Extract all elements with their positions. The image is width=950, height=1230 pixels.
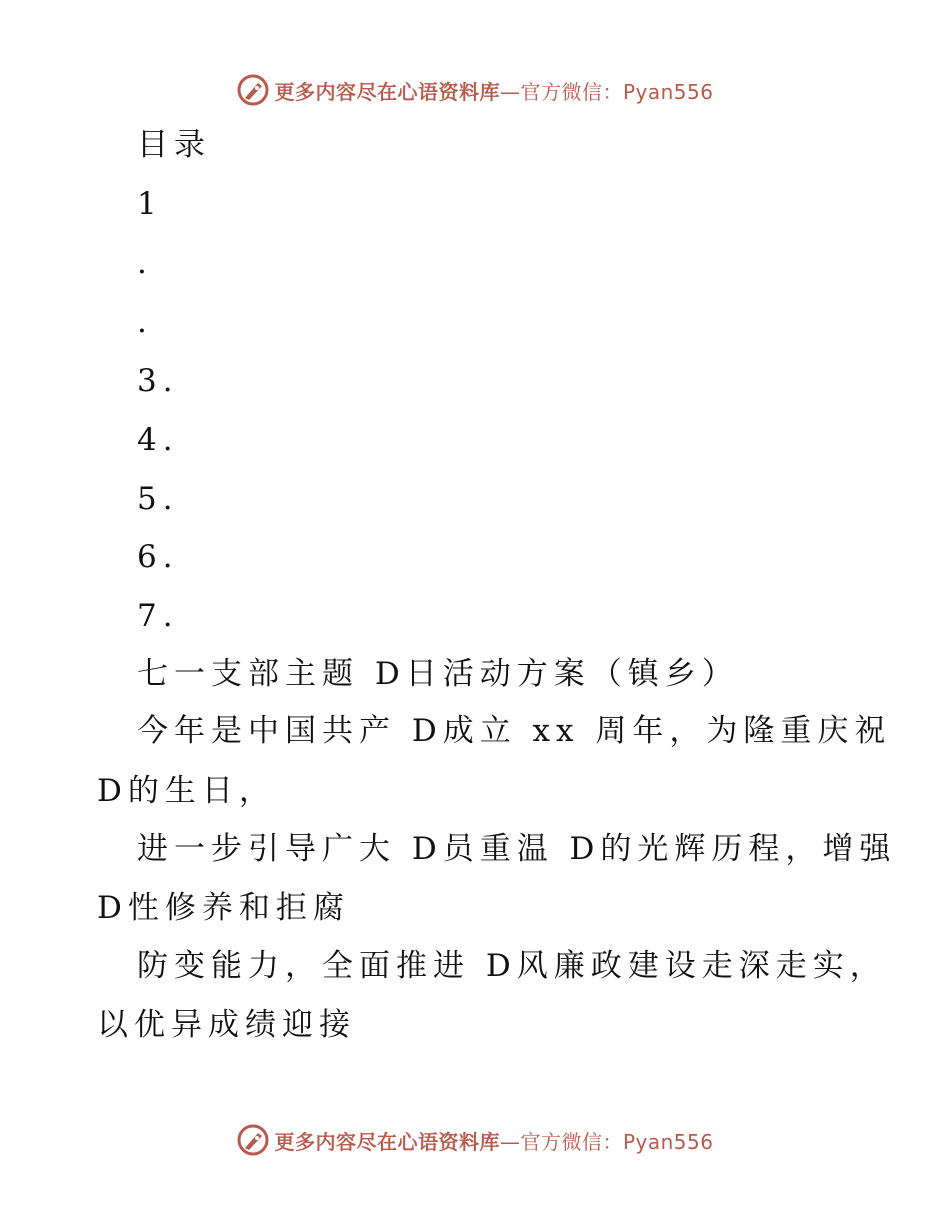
paragraph-line: 今年是中国共产 D成立 xx 周年，为隆重庆祝 (137, 713, 892, 749)
watermark-header (0, 70, 950, 110)
paragraph-line: 防变能力，全面推进 D风廉政建设走深走实， (137, 948, 887, 984)
toc-item: 7. (137, 598, 179, 634)
paragraph-line: D性修养和拒腐 (97, 890, 350, 926)
section-heading: 七一支部主题 D日活动方案（镇乡） (137, 656, 739, 692)
watermark-footer (0, 1120, 950, 1160)
watermark-text: 更多内容尽在心语资料库—官方微信：Pyan556 (274, 1129, 714, 1154)
toc-item: . (137, 245, 153, 281)
paragraph-line: 以优异成绩迎接 (97, 1007, 356, 1043)
pen-logo-icon (236, 73, 270, 107)
toc-item: . (137, 304, 153, 340)
toc-item: 3. (137, 363, 179, 399)
paragraph-line: 进一步引导广大 D员重温 D的光辉历程，增强 (137, 831, 897, 867)
toc-item: 4. (137, 422, 179, 458)
pen-logo-icon (236, 1123, 270, 1157)
paragraph-line: D的生日， (97, 773, 276, 809)
toc-title: 目录 (137, 127, 211, 163)
toc-item: 6. (137, 539, 179, 575)
toc-item: 1 (137, 186, 163, 222)
watermark-text: 更多内容尽在心语资料库—官方微信：Pyan556 (274, 79, 714, 104)
toc-item: 5. (137, 481, 179, 517)
